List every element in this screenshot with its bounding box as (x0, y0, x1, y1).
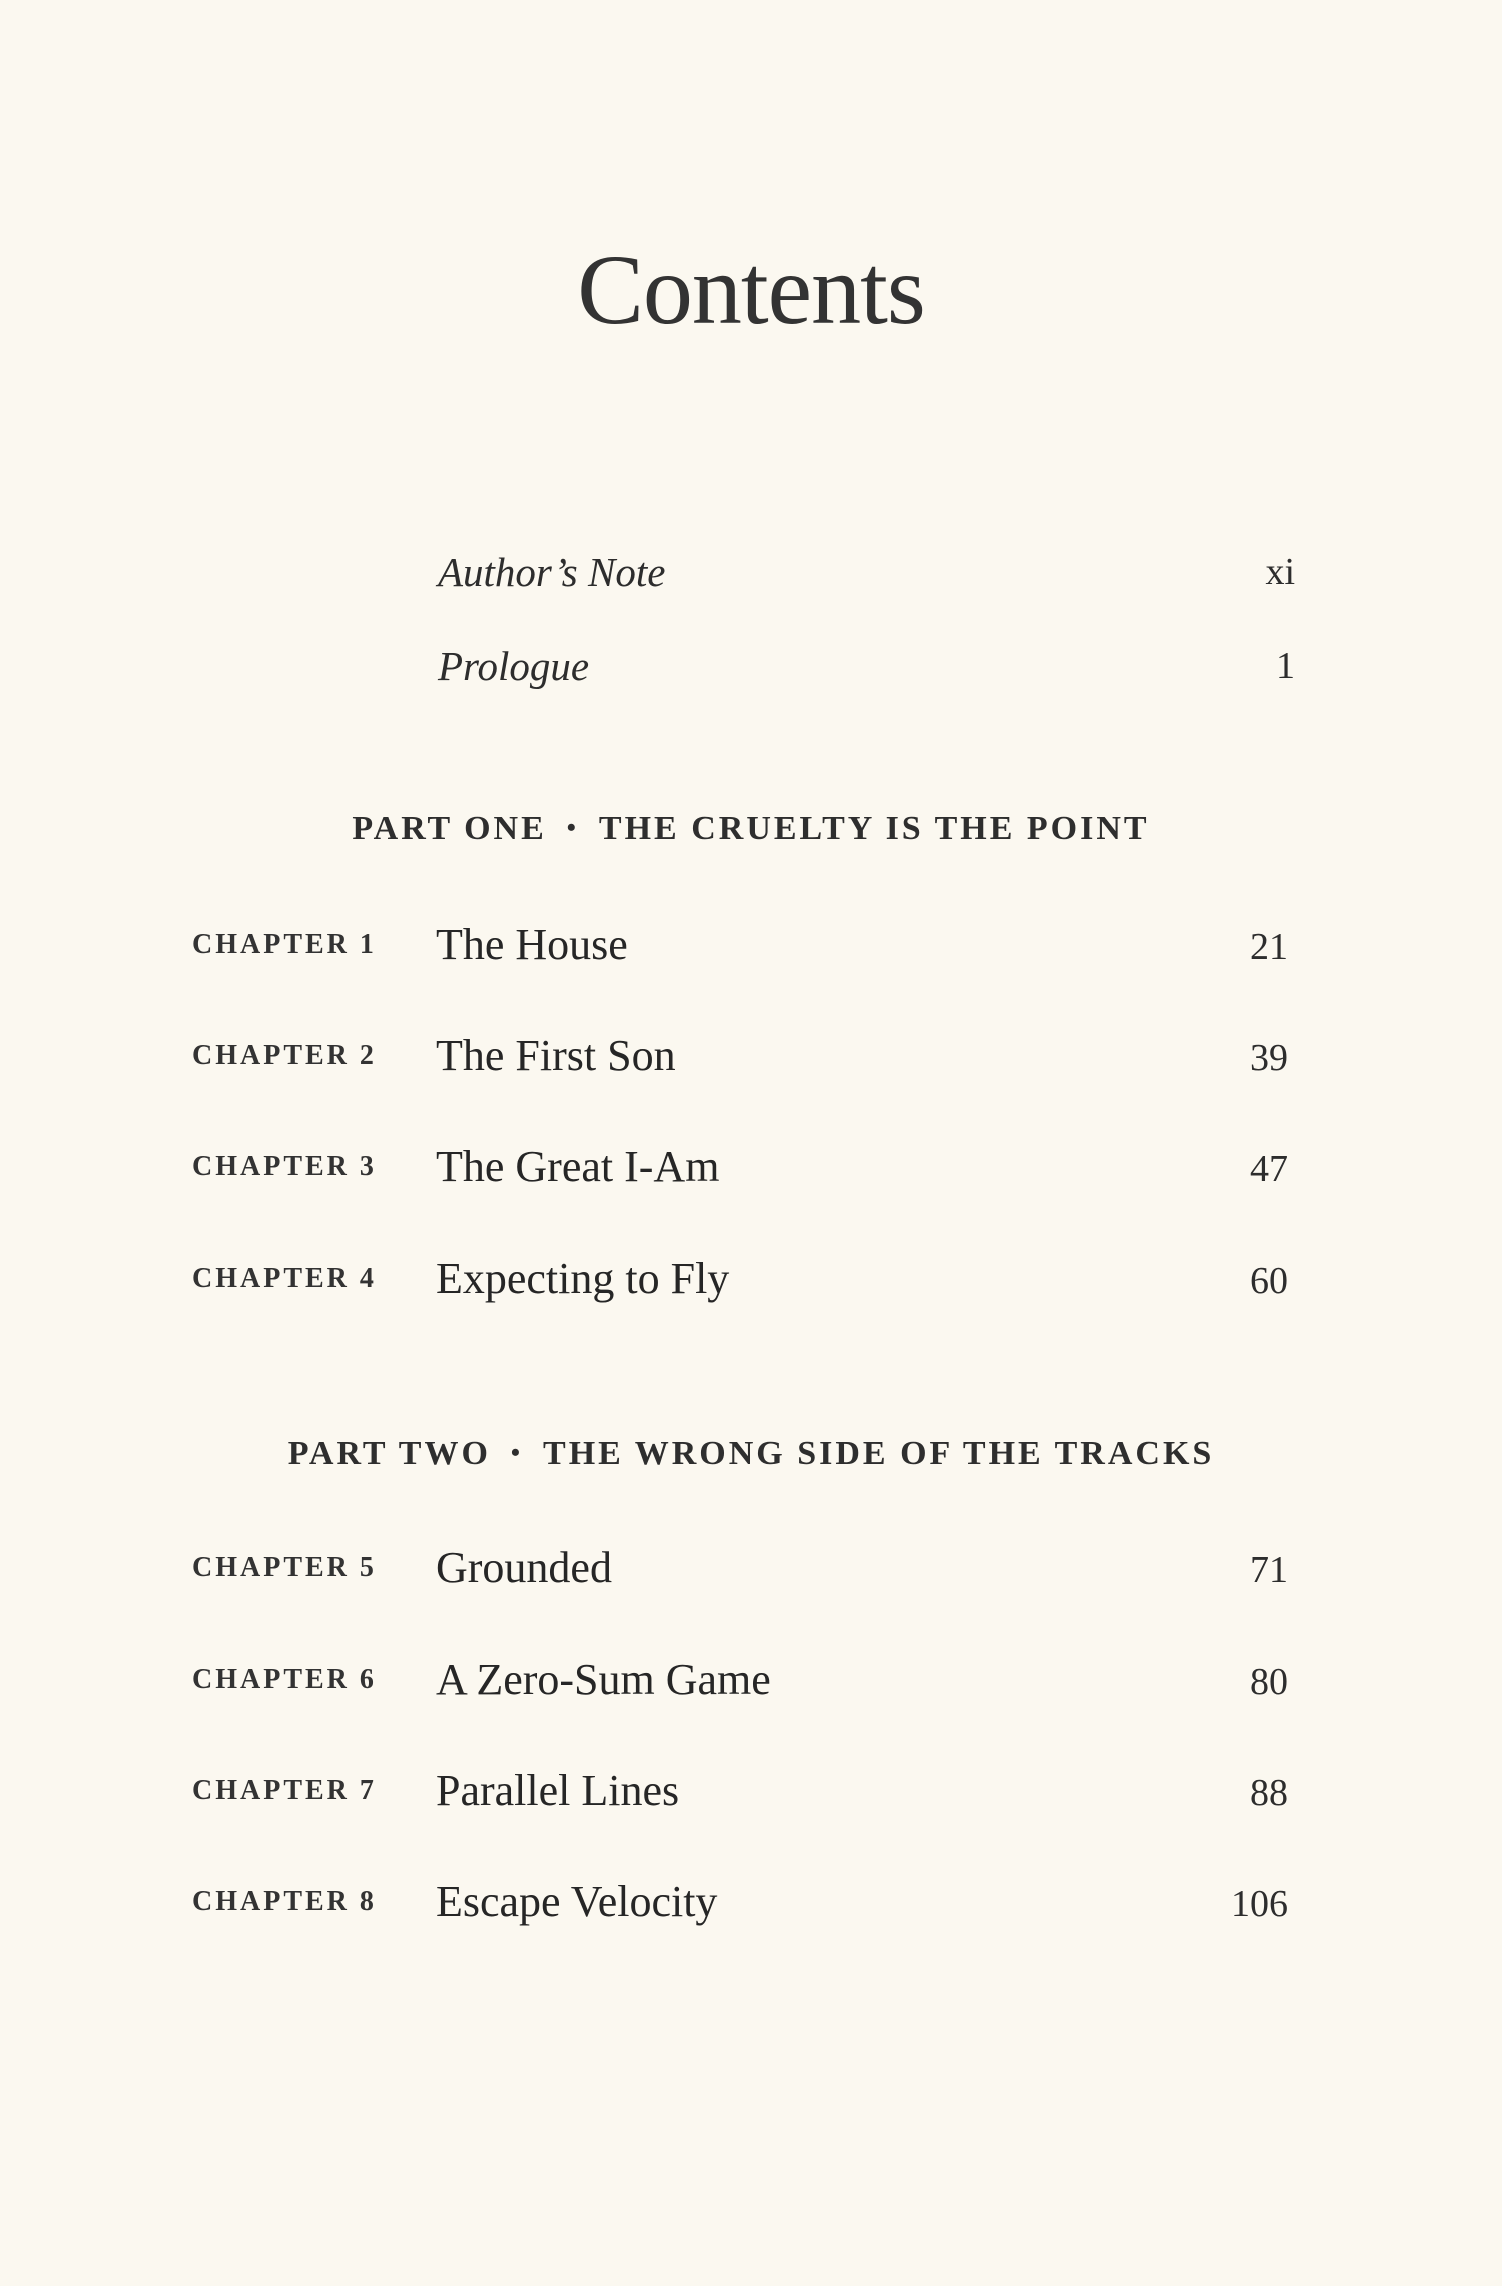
chapter-title: Grounded (436, 1543, 612, 1592)
entry-title: Prologue (438, 643, 590, 689)
chapter-page-number: 80 (1250, 1661, 1288, 1703)
toc-entry-chapter-5[interactable] (192, 1533, 1288, 1603)
part-two-heading (0, 1428, 1502, 1479)
toc-entry-authors-note[interactable] (438, 542, 1295, 602)
part-label: PART TWO (287, 1435, 491, 1472)
chapter-page-number: 60 (1250, 1260, 1288, 1302)
chapter-title: Expecting to Fly (436, 1254, 730, 1303)
chapter-label: CHAPTER 8 (192, 1886, 377, 1917)
toc-entry-chapter-1[interactable] (192, 910, 1288, 980)
toc-entry-chapter-8[interactable] (192, 1867, 1288, 1937)
chapter-label: CHAPTER 7 (192, 1775, 377, 1806)
entry-page-number: 1 (1276, 645, 1295, 687)
chapter-page-number: 88 (1250, 1772, 1288, 1814)
chapter-label: CHAPTER 4 (192, 1263, 377, 1294)
chapter-page-number: 106 (1231, 1883, 1288, 1925)
part-title: THE CRUELTY IS THE POINT (598, 810, 1150, 847)
chapter-title: Parallel Lines (436, 1766, 680, 1815)
part-label: PART ONE (352, 810, 547, 847)
chapter-page-number: 71 (1250, 1549, 1288, 1591)
entry-page-number: xi (1265, 551, 1295, 593)
chapter-label: CHAPTER 3 (192, 1151, 377, 1182)
chapter-title: A Zero-Sum Game (436, 1655, 771, 1704)
chapter-label: CHAPTER 2 (192, 1040, 377, 1071)
bullet-separator: • (510, 1438, 524, 1467)
toc-entry-chapter-6[interactable] (192, 1645, 1288, 1715)
toc-entry-chapter-4[interactable] (192, 1244, 1288, 1314)
chapter-page-number: 47 (1250, 1148, 1288, 1190)
chapter-label: CHAPTER 5 (192, 1552, 377, 1583)
page-title: Contents (577, 234, 925, 345)
chapter-page-number: 39 (1250, 1037, 1288, 1079)
part-title: THE WRONG SIDE OF THE TRACKS (543, 1435, 1215, 1472)
toc-entry-chapter-3[interactable] (192, 1132, 1288, 1202)
entry-title: Author’s Note (438, 549, 666, 595)
part-one-heading (0, 803, 1502, 854)
chapter-title: The Great I-Am (436, 1142, 720, 1191)
chapter-title: Escape Velocity (436, 1877, 718, 1926)
chapter-label: CHAPTER 1 (192, 929, 377, 960)
chapter-title: The First Son (436, 1031, 676, 1080)
toc-entry-prologue[interactable] (438, 636, 1295, 696)
toc-entry-chapter-7[interactable] (192, 1756, 1288, 1826)
chapter-label: CHAPTER 6 (192, 1664, 377, 1695)
bullet-separator: • (566, 813, 579, 842)
chapter-page-number: 21 (1250, 926, 1288, 968)
chapter-title: The House (436, 920, 628, 969)
toc-entry-chapter-2[interactable] (192, 1021, 1288, 1091)
